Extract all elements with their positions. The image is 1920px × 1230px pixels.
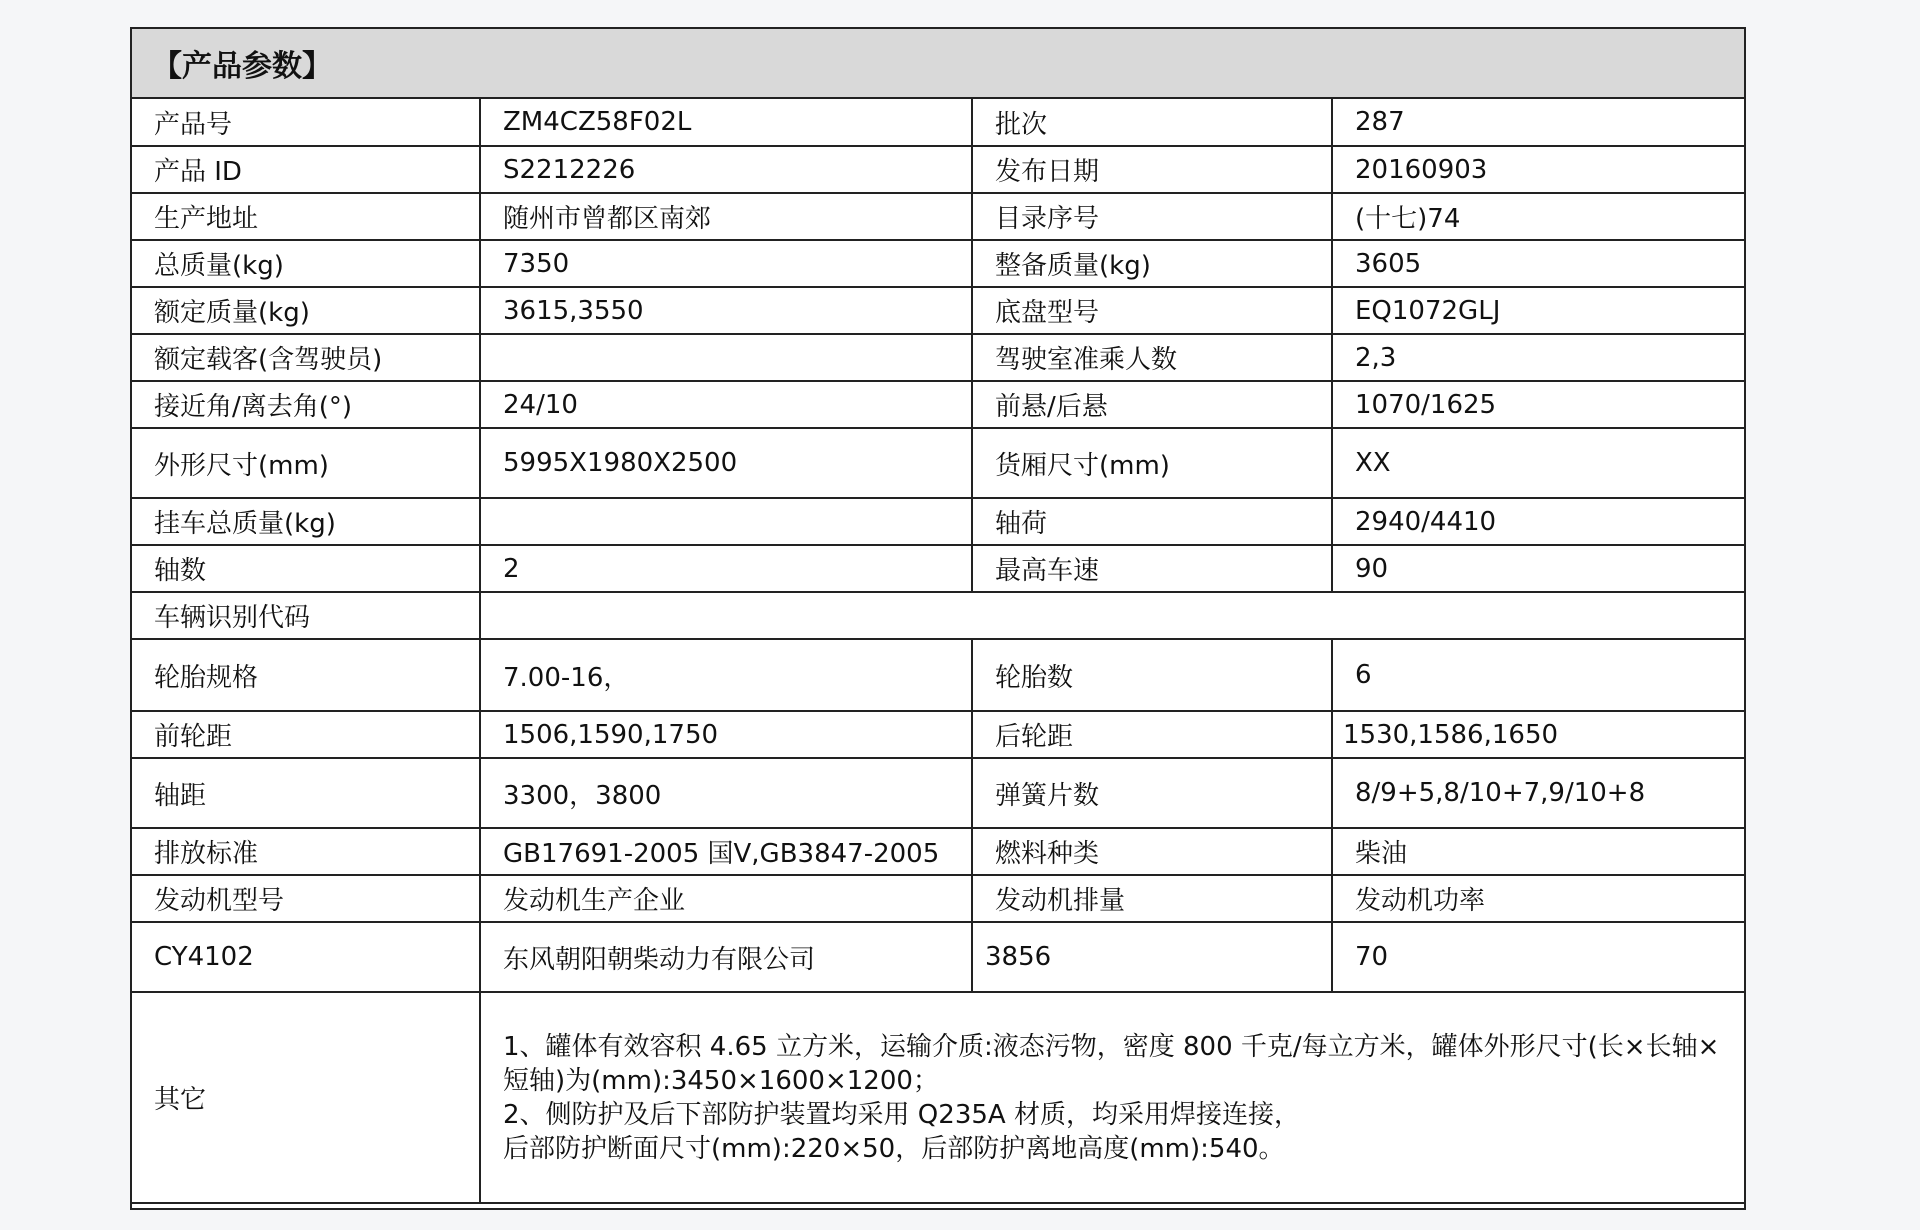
value-cell: 7.00-16， [480,639,972,711]
table-row [132,334,1744,381]
label-cell: 后轮距 [972,711,1332,758]
table-row [132,875,1744,922]
table-row [132,711,1744,758]
value-cell: 随州市曾都区南郊 [480,193,972,240]
value-cell: ZM4CZ58F02L [480,99,972,146]
notes-cell [480,992,1744,1203]
value-cell: 2,3 [1332,334,1744,381]
value-cell: 1506,1590,1750 [480,711,972,758]
value-cell: 3856 [972,922,1332,992]
label-cell: 最高车速 [972,545,1332,592]
value-cell: 70 [1332,922,1744,992]
table-row [132,287,1744,334]
label-cell: 发动机排量 [972,875,1332,922]
note-line: 1、罐体有效容积 4.65 立方米，运输介质:液态污物，密度 800 千克/每立方米，罐体外形尺寸(长×长轴× [503,1031,1720,1062]
label-cell: 产品 ID [132,146,480,193]
value-cell: 1070/1625 [1332,381,1744,428]
note-line: 2、侧防护及后下部防护装置均采用 Q235A 材质，均采用焊接连接， [503,1099,1300,1130]
label-cell: 额定载客(含驾驶员) [132,334,480,381]
table-row [132,240,1744,287]
value-cell: GB17691-2005 国Ⅴ,GB3847-2005 [480,828,972,875]
label-cell: 生产地址 [132,193,480,240]
value-cell: CY4102 [132,922,480,992]
table-row [132,146,1744,193]
table-row [132,592,1744,639]
label-cell: 轴数 [132,545,480,592]
label-cell: 车辆识别代码 [132,592,480,639]
table-row [132,545,1744,592]
value-cell: 24/10 [480,381,972,428]
label-cell: 批次 [972,99,1332,146]
label-cell: 整备质量(kg) [972,240,1332,287]
value-cell: 3615,3550 [480,287,972,334]
label-cell: 前悬/后悬 [972,381,1332,428]
label-cell: 外形尺寸(mm) [132,428,480,498]
note-line: 后部防护断面尺寸(mm):220×50，后部防护离地高度(mm):540。 [503,1133,1285,1164]
table-row [132,758,1744,828]
value-cell: 287 [1332,99,1744,146]
label-cell: 发布日期 [972,146,1332,193]
label-cell: 挂车总质量(kg) [132,498,480,545]
value-cell [480,334,972,381]
value-cell: 20160903 [1332,146,1744,193]
table-row [132,828,1744,875]
value-cell: EQ1072GLJ [1332,287,1744,334]
vin-value-cell [480,592,1744,639]
label-cell: 发动机生产企业 [480,875,972,922]
value-cell: 东风朝阳朝柴动力有限公司 [480,922,972,992]
table-row [132,428,1744,498]
label-cell: 货厢尺寸(mm) [972,428,1332,498]
value-cell: 6 [1332,639,1744,711]
value-cell: 1530,1586,1650 [1332,711,1744,758]
label-cell: 发动机型号 [132,875,480,922]
label-cell: 其它 [132,992,480,1203]
table-row [132,992,1744,1203]
value-cell: S2212226 [480,146,972,193]
value-cell [480,498,972,545]
value-cell: 8/9+5,8/10+7,9/10+8 [1332,758,1744,828]
value-cell: 柴油 [1332,828,1744,875]
table-row [132,193,1744,240]
value-cell: 5995X1980X2500 [480,428,972,498]
section-title: 【产品参数】 [132,29,1744,99]
value-cell: 3605 [1332,240,1744,287]
table-row [132,99,1744,146]
label-cell: 轮胎数 [972,639,1332,711]
label-cell: 前轮距 [132,711,480,758]
value-cell: 2 [480,545,972,592]
params-table [132,99,1744,1204]
label-cell: 发动机功率 [1332,875,1744,922]
value-cell: (十七)74 [1332,193,1744,240]
table-row [132,922,1744,992]
product-params-panel [130,27,1746,1210]
label-cell: 额定质量(kg) [132,287,480,334]
label-cell: 轴荷 [972,498,1332,545]
label-cell: 排放标准 [132,828,480,875]
value-cell: 90 [1332,545,1744,592]
table-row [132,498,1744,545]
label-cell: 底盘型号 [972,287,1332,334]
value-cell: 2940/4410 [1332,498,1744,545]
label-cell: 轴距 [132,758,480,828]
table-row [132,639,1744,711]
label-cell: 接近角/离去角(°) [132,381,480,428]
value-cell: 3300，3800 [480,758,972,828]
label-cell: 产品号 [132,99,480,146]
table-row [132,381,1744,428]
label-cell: 燃料种类 [972,828,1332,875]
value-cell: 7350 [480,240,972,287]
label-cell: 总质量(kg) [132,240,480,287]
label-cell: 轮胎规格 [132,639,480,711]
value-cell: XX [1332,428,1744,498]
label-cell: 弹簧片数 [972,758,1332,828]
note-line: 短轴)为(mm):3450×1600×1200； [503,1065,939,1096]
label-cell: 目录序号 [972,193,1332,240]
label-cell: 驾驶室准乘人数 [972,334,1332,381]
